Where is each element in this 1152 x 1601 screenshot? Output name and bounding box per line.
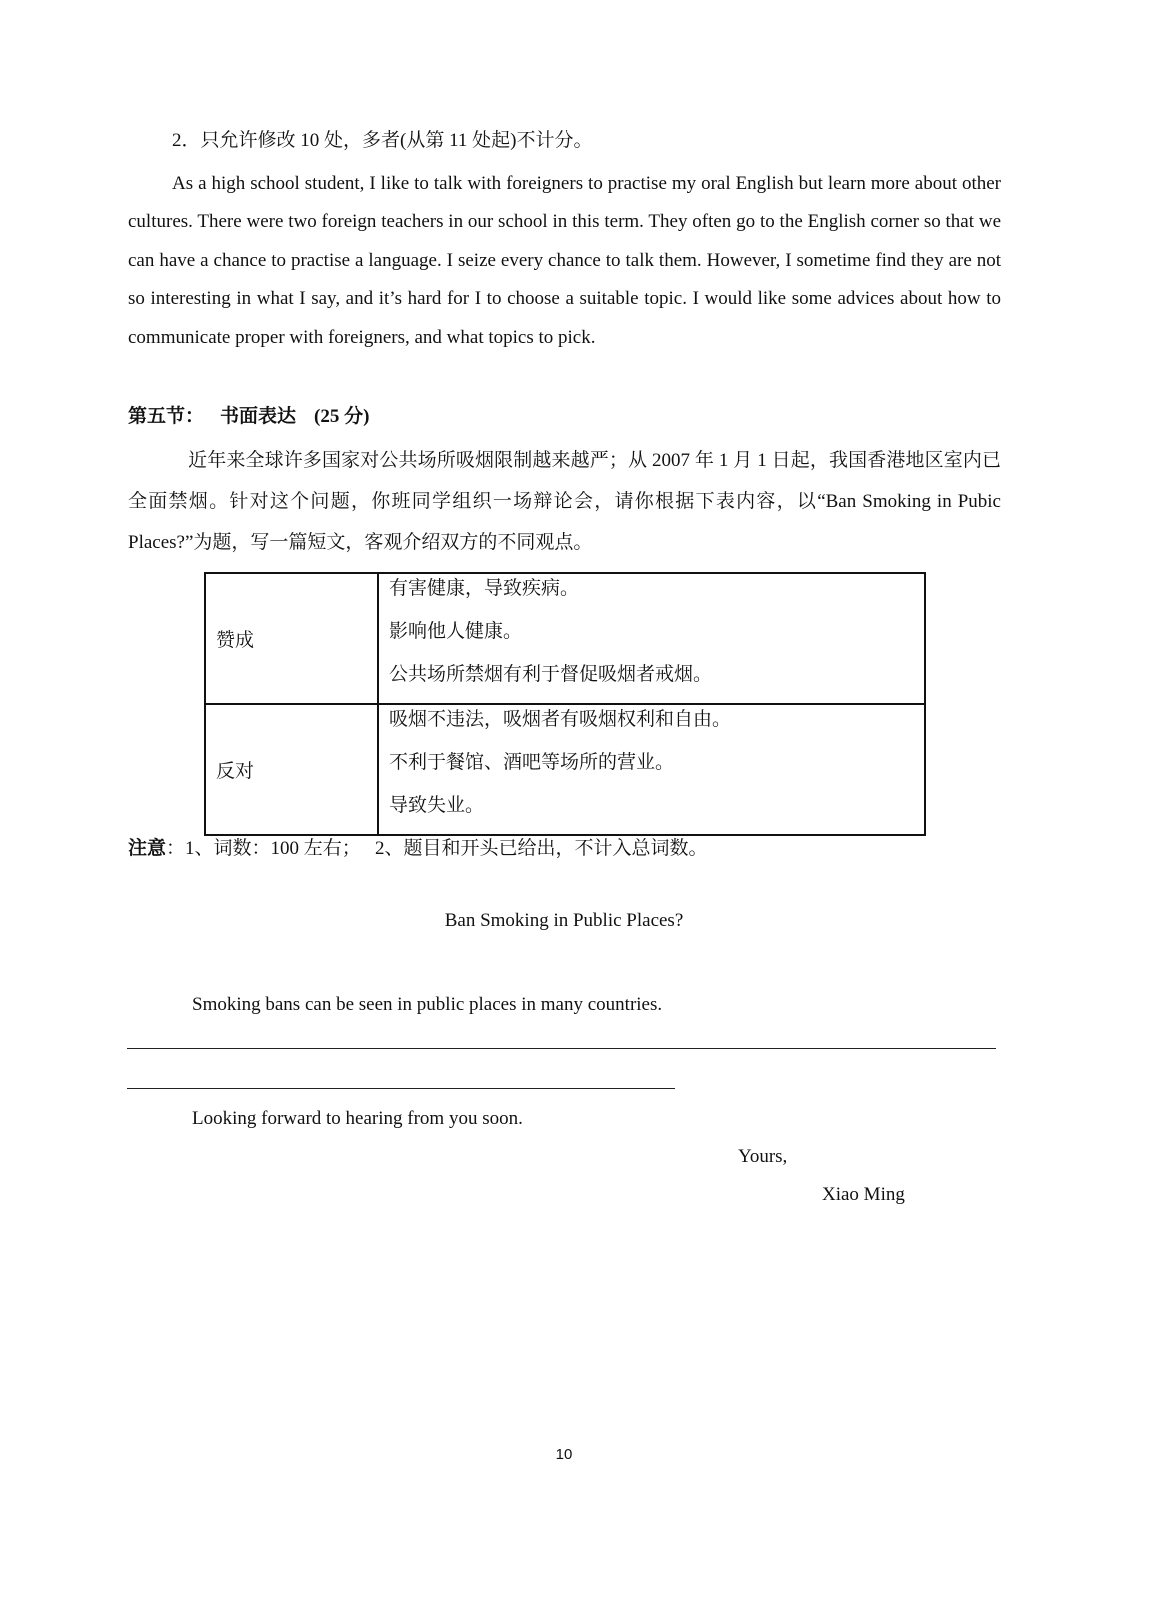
- notes: [128, 830, 708, 868]
- section-heading: [128, 401, 369, 428]
- answer-line: [127, 1048, 996, 1049]
- essay-closing: Looking forward to hearing from you soon.: [192, 1108, 523, 1129]
- notes-label: 注意: [128, 838, 167, 859]
- table-item: 不利于餐馆、酒吧等场所的营业。: [389, 752, 675, 773]
- essay-opening: Smoking bans can be seen in public places in many countries.: [192, 994, 663, 1015]
- table-row-label: 赞成: [205, 573, 378, 704]
- essay-title: Ban Smoking in Public Places?: [444, 910, 684, 931]
- notes-text: ：1、词数：100 左右； 2、题目和开头已给出，不计入总词数。: [166, 838, 708, 859]
- page-number: 10: [555, 1446, 573, 1463]
- essay-signoff: Yours,: [738, 1146, 788, 1167]
- section-heading-title: 书面表达: [220, 406, 297, 427]
- correction-passage-text: As a high school student, I like to talk with foreigners to practise my oral English but learn more about other cultures. There were two foreign teachers in our school in this term. They often go to the English corner so that we can have a chance to practise a language. I seize every chance to talk them. However, I sometime find they are not so interesting in what I say, and it’s hard for I to choose a suitable topic. I would like some advices about how to communicate proper with foreigners, and what topics to pick.: [128, 173, 1001, 348]
- instruction-note: 2．只允许修改 10 处，多者(从第 11 处起)不计分。: [172, 130, 593, 151]
- table-item: 公共场所禁烟有利于督促吸烟者戒烟。: [389, 664, 713, 685]
- writing-prompt: [128, 440, 1001, 563]
- section-heading-score: (25 分): [314, 406, 370, 427]
- writing-prompt-text: 近年来全球许多国家对公共场所吸烟限制越来越严；从 2007 年 1 月 1 日起，我国香港地区室内已全面禁烟。针对这个问题，你班同学组织一场辩论会，请你根据下表内容，以“Ban Smoking in Pubic Places?”为题，写一篇短文，客观介绍双方的不同观点。: [128, 450, 1001, 553]
- opinions-table: [204, 572, 926, 836]
- section-heading-label: 第五节：: [128, 406, 205, 427]
- table-row-items: [378, 573, 925, 704]
- table-row-label: 反对: [205, 704, 378, 835]
- table-item: 导致失业。: [389, 795, 485, 816]
- table-item: 有害健康，导致疾病。: [389, 578, 580, 599]
- table-item: 影响他人健康。: [389, 621, 523, 642]
- answer-line: [127, 1088, 675, 1089]
- correction-passage: [128, 165, 1001, 357]
- essay-author-name: Xiao Ming: [822, 1184, 905, 1205]
- table-row: [205, 704, 925, 835]
- table-row-items: [378, 704, 925, 835]
- table-item: 吸烟不违法，吸烟者有吸烟权利和自由。: [389, 709, 732, 730]
- table-row: [205, 573, 925, 704]
